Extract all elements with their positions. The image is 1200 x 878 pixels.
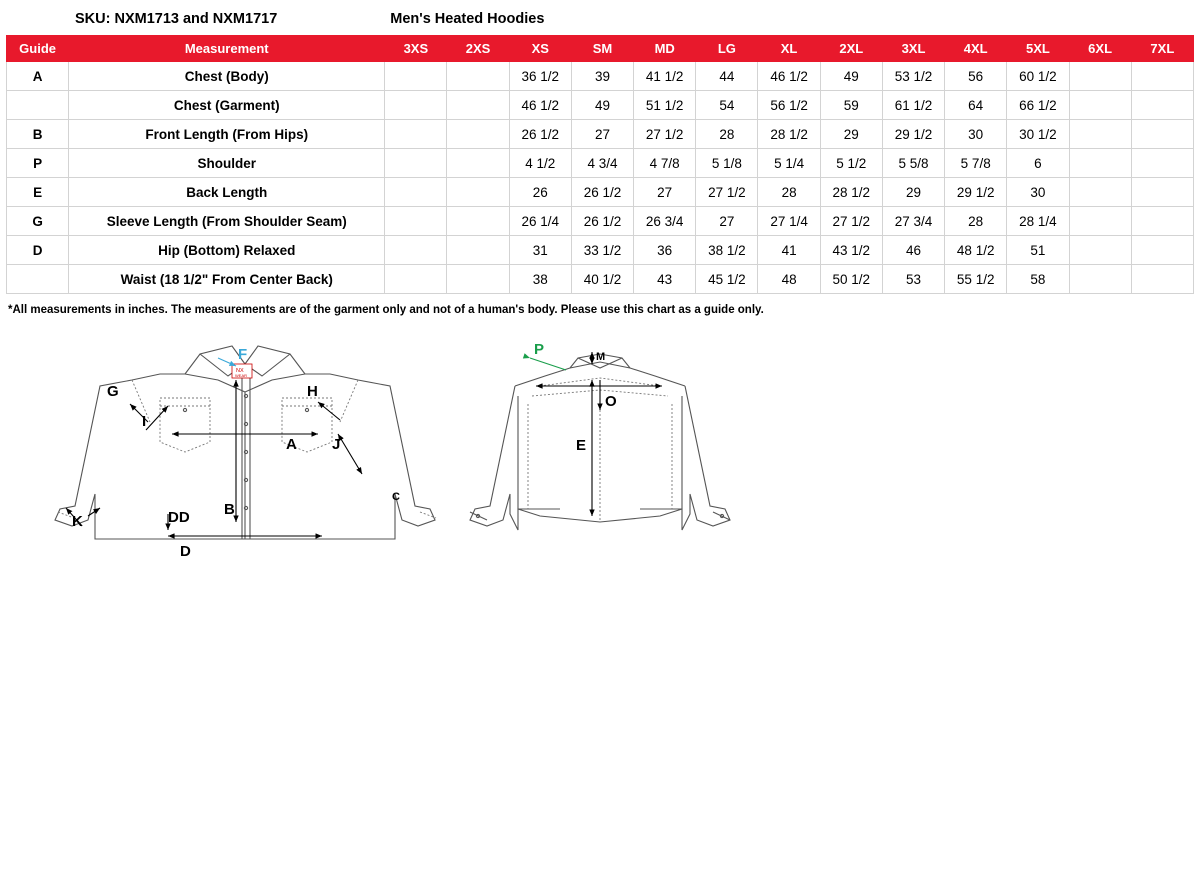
column-header: 4XL	[945, 36, 1007, 62]
size-value: 50 1/2	[820, 265, 882, 294]
front-label-i: I	[142, 413, 147, 430]
size-value: 36	[634, 236, 696, 265]
size-chart-table	[6, 35, 1194, 294]
size-value	[447, 207, 509, 236]
guide-code: A	[7, 62, 69, 91]
column-header: MD	[634, 36, 696, 62]
size-value	[447, 236, 509, 265]
back-label-e: E	[576, 437, 587, 454]
size-value	[1131, 265, 1193, 294]
size-value: 5 7/8	[945, 149, 1007, 178]
size-value: 55 1/2	[945, 265, 1007, 294]
size-value: 4 3/4	[571, 149, 633, 178]
front-label-c: C	[392, 491, 400, 503]
size-value: 5 5/8	[882, 149, 944, 178]
size-value	[385, 62, 447, 91]
size-value: 30 1/2	[1007, 120, 1069, 149]
size-value: 27 1/2	[820, 207, 882, 236]
size-value: 51 1/2	[634, 91, 696, 120]
column-header: 3XL	[882, 36, 944, 62]
guide-code: P	[7, 149, 69, 178]
svg-text:NX: NX	[236, 368, 244, 374]
size-value: 26 1/4	[509, 207, 571, 236]
size-value: 28	[945, 207, 1007, 236]
column-header: Guide	[7, 36, 69, 62]
size-value: 5 1/8	[696, 149, 758, 178]
size-value: 27 3/4	[882, 207, 944, 236]
size-value	[385, 149, 447, 178]
size-value	[1069, 149, 1131, 178]
size-value: 46	[882, 236, 944, 265]
size-value: 60 1/2	[1007, 62, 1069, 91]
size-value	[1069, 91, 1131, 120]
size-value: 43 1/2	[820, 236, 882, 265]
size-value	[447, 178, 509, 207]
size-value: 36 1/2	[509, 62, 571, 91]
size-value: 28 1/4	[1007, 207, 1069, 236]
size-value: 64	[945, 91, 1007, 120]
size-value: 27 1/4	[758, 207, 820, 236]
column-header: 2XS	[447, 36, 509, 62]
size-value: 27 1/2	[696, 178, 758, 207]
front-label-g: G	[107, 383, 119, 400]
back-label-o: O	[605, 393, 617, 410]
front-label-k: K	[72, 513, 83, 530]
size-value: 49	[571, 91, 633, 120]
size-value: 6	[1007, 149, 1069, 178]
size-value: 30	[1007, 178, 1069, 207]
size-value: 46 1/2	[758, 62, 820, 91]
size-value: 26 3/4	[634, 207, 696, 236]
size-value	[385, 236, 447, 265]
size-value	[447, 149, 509, 178]
size-value	[385, 178, 447, 207]
size-value: 59	[820, 91, 882, 120]
table-header-row	[7, 36, 1194, 62]
size-value	[385, 91, 447, 120]
size-value: 4 7/8	[634, 149, 696, 178]
column-header: SM	[571, 36, 633, 62]
guide-code: B	[7, 120, 69, 149]
size-value: 46 1/2	[509, 91, 571, 120]
table-row	[7, 207, 1194, 236]
size-value: 28	[758, 178, 820, 207]
measurement-name: Sleeve Length (From Shoulder Seam)	[69, 207, 385, 236]
table-row	[7, 236, 1194, 265]
size-value	[1069, 62, 1131, 91]
sku-label: SKU: NXM1713 and NXM1717	[75, 11, 278, 27]
size-value: 38	[509, 265, 571, 294]
column-header: 3XS	[385, 36, 447, 62]
front-label-a: A	[286, 436, 297, 453]
size-value	[1131, 91, 1193, 120]
size-value: 48	[758, 265, 820, 294]
size-value: 5 1/2	[820, 149, 882, 178]
size-value: 28 1/2	[758, 120, 820, 149]
measurement-name: Hip (Bottom) Relaxed	[69, 236, 385, 265]
size-value	[1069, 265, 1131, 294]
size-value	[385, 207, 447, 236]
front-label-j: J	[332, 436, 341, 453]
size-value: 29 1/2	[945, 178, 1007, 207]
size-value: 29 1/2	[882, 120, 944, 149]
size-value: 29	[820, 120, 882, 149]
size-value: 43	[634, 265, 696, 294]
size-value: 27	[696, 207, 758, 236]
size-value	[1069, 120, 1131, 149]
size-value: 49	[820, 62, 882, 91]
back-label-p: P	[534, 341, 545, 358]
measurement-name: Front Length (From Hips)	[69, 120, 385, 149]
size-value	[1069, 207, 1131, 236]
size-value: 48 1/2	[945, 236, 1007, 265]
front-label-d: D	[180, 543, 191, 560]
size-value: 31	[509, 236, 571, 265]
size-value: 38 1/2	[696, 236, 758, 265]
measurement-name: Chest (Garment)	[69, 91, 385, 120]
column-header: 7XL	[1131, 36, 1193, 62]
page-title	[0, 0, 1200, 35]
measurement-name: Chest (Body)	[69, 62, 385, 91]
front-garment-illustration	[55, 346, 436, 560]
table-row	[7, 149, 1194, 178]
column-header: 2XL	[820, 36, 882, 62]
size-value: 39	[571, 62, 633, 91]
size-value	[1131, 62, 1193, 91]
size-value	[447, 120, 509, 149]
size-value	[1131, 207, 1193, 236]
size-value	[447, 265, 509, 294]
size-value: 30	[945, 120, 1007, 149]
guide-code	[7, 91, 69, 120]
size-value: 27	[571, 120, 633, 149]
size-value: 41	[758, 236, 820, 265]
diagram-svg	[0, 334, 800, 584]
measurement-name: Back Length	[69, 178, 385, 207]
guide-code: G	[7, 207, 69, 236]
size-value: 27 1/2	[634, 120, 696, 149]
table-row	[7, 120, 1194, 149]
size-value: 26 1/2	[571, 207, 633, 236]
column-header: LG	[696, 36, 758, 62]
size-value: 26 1/2	[509, 120, 571, 149]
size-value: 53 1/2	[882, 62, 944, 91]
guide-code: E	[7, 178, 69, 207]
size-value	[1069, 236, 1131, 265]
size-value: 56 1/2	[758, 91, 820, 120]
size-value: 4 1/2	[509, 149, 571, 178]
footnote-text: *All measurements in inches. The measurements are of the garment only and not of a human's body. Please use this chart as a guide only.	[8, 304, 764, 316]
guide-code	[7, 265, 69, 294]
size-value	[385, 120, 447, 149]
size-value: 61 1/2	[882, 91, 944, 120]
front-label-b: B	[224, 501, 235, 518]
size-value	[385, 265, 447, 294]
size-value: 28 1/2	[820, 178, 882, 207]
column-header: 5XL	[1007, 36, 1069, 62]
table-row	[7, 62, 1194, 91]
size-value	[447, 91, 509, 120]
size-value: 44	[696, 62, 758, 91]
measurement-name: Shoulder	[69, 149, 385, 178]
size-value: 5 1/4	[758, 149, 820, 178]
guide-code: D	[7, 236, 69, 265]
size-value: 27	[634, 178, 696, 207]
back-label-m: M	[596, 351, 606, 363]
size-value: 66 1/2	[1007, 91, 1069, 120]
size-value: 56	[945, 62, 1007, 91]
size-value: 54	[696, 91, 758, 120]
table-row	[7, 178, 1194, 207]
column-header: XS	[509, 36, 571, 62]
size-value: 33 1/2	[571, 236, 633, 265]
size-value: 53	[882, 265, 944, 294]
size-value	[1131, 178, 1193, 207]
size-value	[1131, 236, 1193, 265]
size-value	[1069, 178, 1131, 207]
column-header: Measurement	[69, 36, 385, 62]
back-garment-illustration	[470, 341, 730, 530]
size-value	[1131, 120, 1193, 149]
size-value: 40 1/2	[571, 265, 633, 294]
size-value	[447, 62, 509, 91]
size-value	[1131, 149, 1193, 178]
garment-diagrams	[0, 334, 1200, 594]
front-label-f: F	[238, 346, 248, 363]
column-header: 6XL	[1069, 36, 1131, 62]
size-value: 51	[1007, 236, 1069, 265]
table-row	[7, 91, 1194, 120]
front-label-h: H	[307, 383, 318, 400]
svg-text:WEAR: WEAR	[235, 373, 247, 378]
size-value: 58	[1007, 265, 1069, 294]
size-value: 45 1/2	[696, 265, 758, 294]
size-value: 41 1/2	[634, 62, 696, 91]
measurement-name: Waist (18 1/2" From Center Back)	[69, 265, 385, 294]
column-header: XL	[758, 36, 820, 62]
size-value: 29	[882, 178, 944, 207]
size-value: 26	[509, 178, 571, 207]
product-name-label: Men's Heated Hoodies	[390, 11, 545, 27]
size-value: 28	[696, 120, 758, 149]
front-label-dd: DD	[168, 509, 190, 526]
size-value: 26 1/2	[571, 178, 633, 207]
table-row	[7, 265, 1194, 294]
